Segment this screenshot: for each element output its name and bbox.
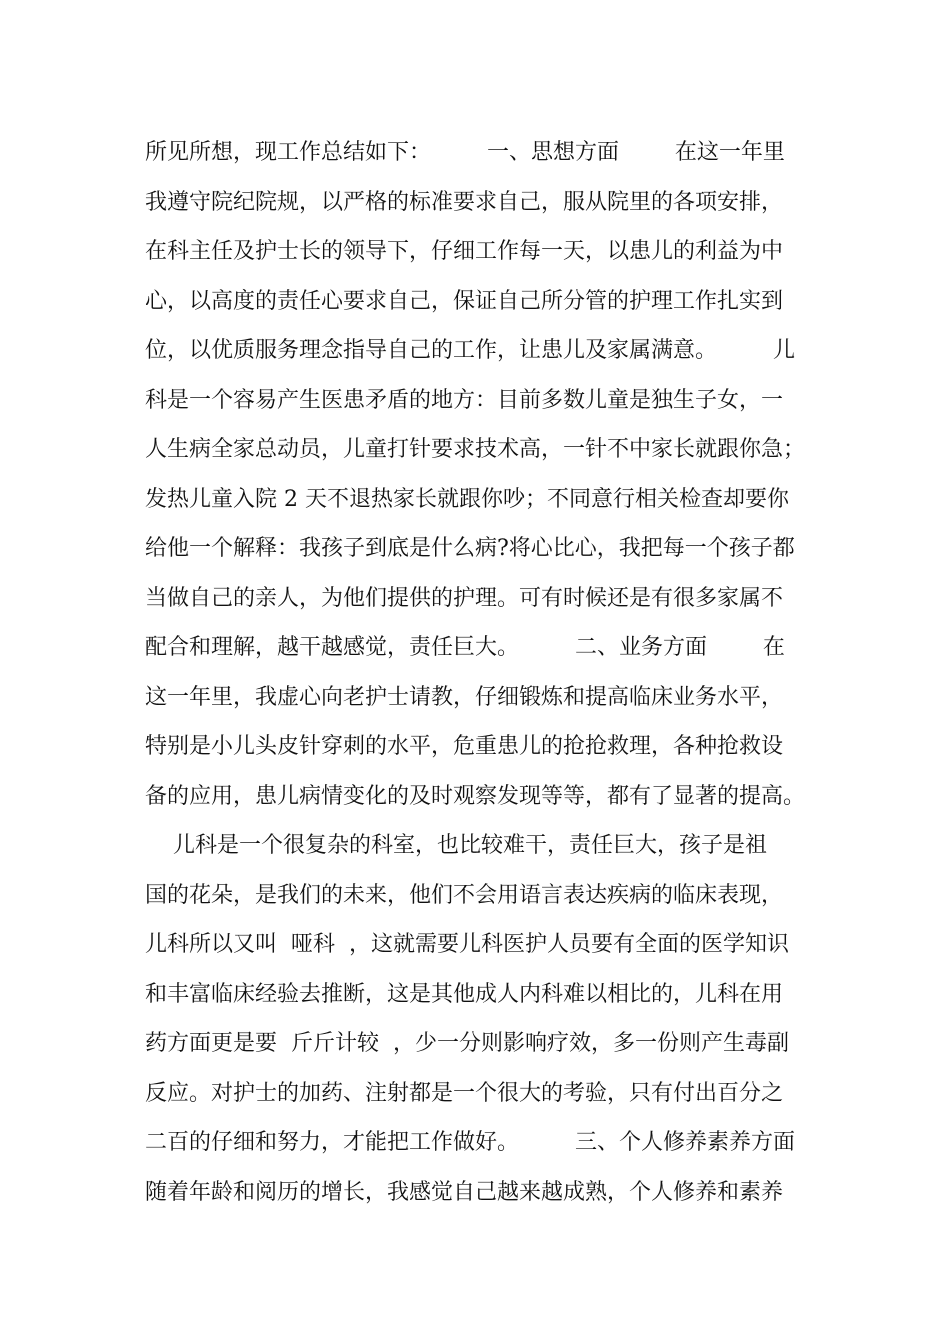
text-line: 二百的仔细和努力，才能把工作做好。 三、个人修养素养方面	[145, 1130, 795, 1155]
document-body	[145, 128, 825, 1217]
text-line: 随着年龄和阅历的增长，我感觉自己越来越成熟，个人修养和素养	[145, 1179, 784, 1205]
text-line: 配合和理解，越干越感觉，责任巨大。 二、业务方面 在	[145, 635, 785, 660]
text-line: 我遵守院纪院规，以严格的标准要求自己，服从院里的各项安排，	[145, 189, 784, 215]
text-line: 备的应用，患儿病情变化的及时观察发现等等，都有了显著的提高。	[145, 783, 806, 809]
text-line: 这一年里，我虚心向老护士请教，仔细锻炼和提高临床业务水平，	[145, 684, 784, 710]
text-line: 位，以优质服务理念指导自己的工作，让患儿及家属满意。 儿	[145, 338, 795, 363]
text-line: 给他一个解释：我孩子到底是什么病?将心比心，我把每一个孩子都	[145, 536, 795, 561]
text-line: 发热儿童入院 2 天不退热家长就跟你吵；不同意行相关检查却要你	[145, 486, 789, 512]
text-line: 当做自己的亲人，为他们提供的护理。可有时候还是有很多家属不	[145, 585, 784, 611]
text-line: 药方面更是要 斤斤计较 ，少一分则影响疗效，多一份则产生毒副	[145, 1031, 789, 1056]
text-line: 人生病全家总动员，儿童打针要求技术高，一针不中家长就跟你急；	[145, 437, 806, 462]
text-line: 和丰富临床经验去推断，这是其他成人内科难以相比的，儿科在用	[145, 981, 784, 1007]
text-line: 特别是小儿头皮针穿刺的水平，危重患儿的抢抢救理，各种抢救设	[145, 734, 784, 759]
text-line: 儿科是一个很复杂的科室，也比较难干，责任巨大，孩子是祖	[145, 833, 767, 858]
text-line: 儿科所以又叫 哑科 ，这就需要儿科医护人员要有全面的医学知识	[145, 932, 789, 957]
text-line: 科是一个容易产生医患矛盾的地方：目前多数儿童是独生子女，一	[145, 387, 784, 413]
text-line: 国的花朵，是我们的未来，他们不会用语言表达疾病的临床表现，	[145, 882, 784, 908]
text-line: 在科主任及护士长的领导下，仔细工作每一天，以患儿的利益为中	[145, 239, 784, 264]
text-line: 心，以高度的责任心要求自己，保证自己所分管的护理工作扎实到	[145, 288, 784, 314]
text-line: 所见所想，现工作总结如下： 一、思想方面 在这一年里	[145, 140, 785, 165]
text-line: 反应。对护士的加药、注射都是一个很大的考验，只有付出百分之	[145, 1080, 784, 1106]
